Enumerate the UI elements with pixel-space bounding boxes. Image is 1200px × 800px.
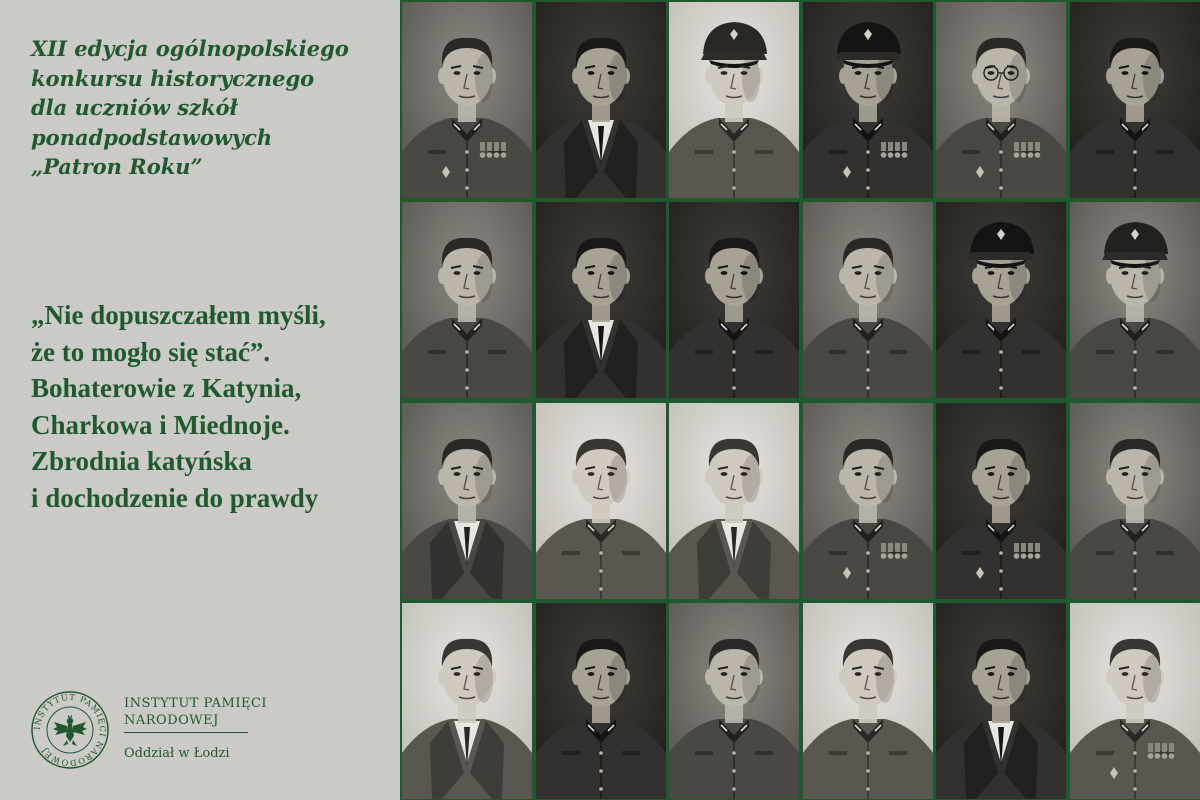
portrait-photo [936, 202, 1066, 398]
heading-line: konkursu historycznego [31, 65, 315, 91]
title-line: i dochodzenie do prawdy [31, 482, 319, 513]
heading-line: ponadpodstawowych [31, 124, 273, 150]
portrait-photo [1070, 603, 1200, 799]
portrait-photo [803, 202, 933, 398]
portrait-photo [1070, 403, 1200, 599]
org-name-line: INSTYTUT PAMIĘCI [124, 696, 268, 711]
portrait-photo [1070, 202, 1200, 398]
portrait-photo [803, 603, 933, 799]
portrait-photo [669, 403, 799, 599]
heading-line: „Patron Roku” [31, 154, 203, 179]
portrait-photo [536, 202, 666, 398]
ipn-footer [30, 690, 370, 770]
ipn-emblem-logo [30, 690, 110, 770]
portrait-photo [402, 403, 532, 599]
contest-title [31, 297, 391, 516]
portrait-photo [536, 2, 666, 198]
heading-line: dla uczniów szkół [31, 95, 238, 120]
contest-heading [31, 34, 391, 182]
portrait-photo [669, 202, 799, 398]
ipn-org-name [124, 695, 364, 729]
ipn-branch-name: Oddział w Łodzi [124, 746, 230, 761]
portrait-photo [936, 603, 1066, 799]
portrait-photo [936, 2, 1066, 198]
portrait-photo [669, 603, 799, 799]
portrait-photo [536, 403, 666, 599]
title-line: że to mogło się stać”. [31, 336, 271, 367]
portrait-photo [402, 603, 532, 799]
org-divider [124, 732, 248, 733]
portrait-photo [402, 202, 532, 398]
title-line: Zbrodnia katyńska [31, 446, 252, 476]
portrait-photo [803, 403, 933, 599]
portrait-photo [669, 2, 799, 198]
portrait-grid [400, 0, 1200, 800]
portrait-photo [936, 403, 1066, 599]
svg-text:INSTYTUT PAMIĘCI NARODOWEJ: INSTYTUT PAMIĘCI NARODOWEJ [31, 691, 109, 769]
title-line: „Nie dopuszczałem myśli, [31, 300, 326, 330]
org-name-line: NARODOWEJ [124, 713, 219, 728]
heading-line: XII edycja ogólnopolskiego [31, 36, 349, 61]
title-line: Charkowa i Miednoje. [31, 409, 290, 440]
portrait-photo [1070, 2, 1200, 198]
title-line: Bohaterowie z Katynia, [31, 373, 302, 403]
text-panel [0, 0, 400, 800]
portrait-photo [536, 603, 666, 799]
portrait-photo [402, 2, 532, 198]
portrait-photo [803, 2, 933, 198]
